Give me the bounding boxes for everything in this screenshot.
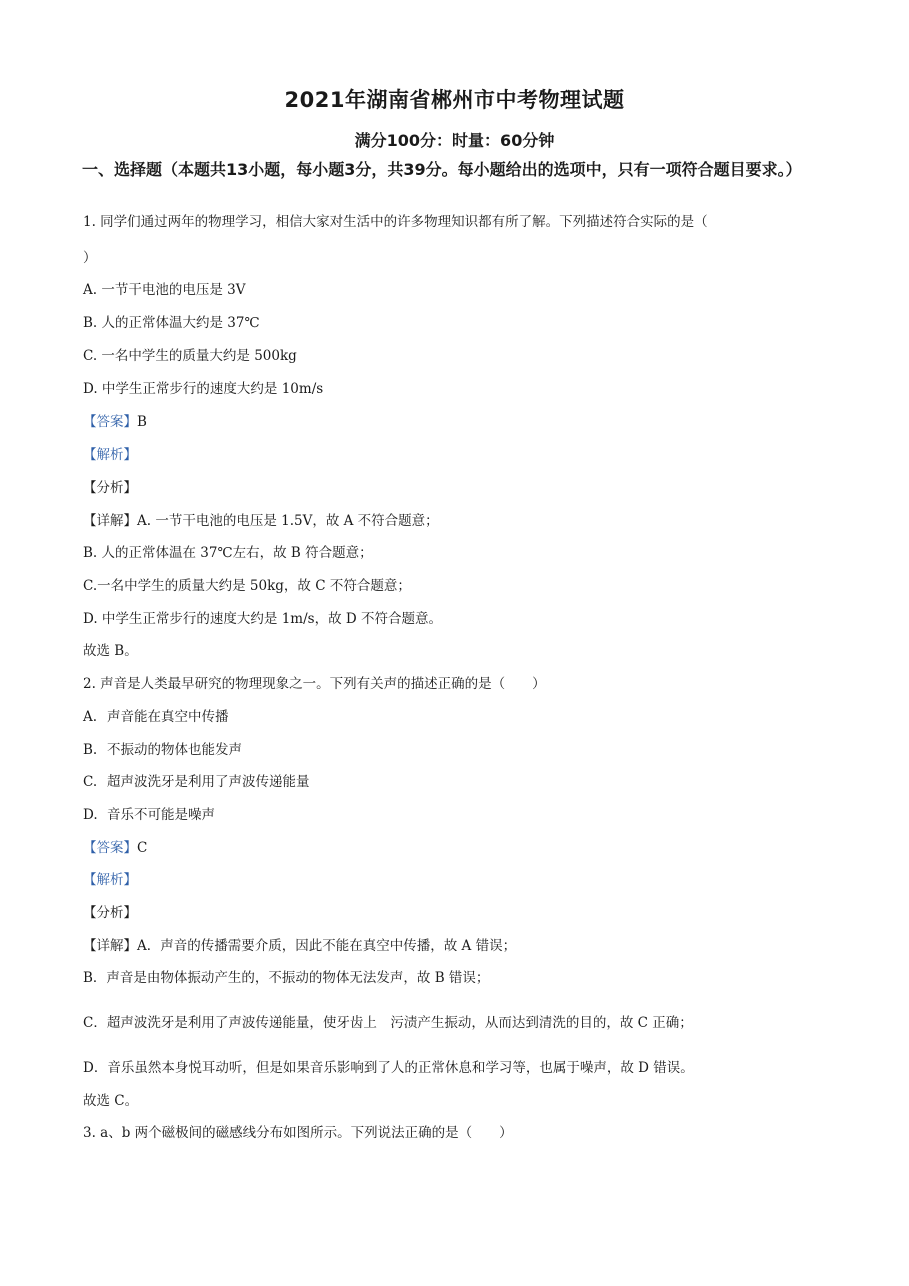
q1-option-a: A. 一节干电池的电压是 3V: [83, 282, 246, 298]
q2-fenxi: 【分析】: [83, 905, 137, 921]
q2-detail-c: C．超声波洗牙是利用了声波传递能量，使牙齿上 污渍产生振动，从而达到清洗的目的，故 C 正确；: [83, 1015, 693, 1031]
q2-stem: 2. 声音是人类最早研究的物理现象之一。下列有关声的描述正确的是（ ）: [83, 676, 546, 692]
q1-conclusion: 故选 B。: [83, 643, 138, 659]
q2-detail-a: 【详解】A．声音的传播需要介质，因此不能在真空中传播，故 A 错误；: [83, 938, 517, 954]
q2-option-a: A. 声音能在真空中传播: [83, 709, 229, 725]
q1-option-d: D. 中学生正常步行的速度大约是 10m/s: [83, 381, 324, 397]
q1-answer: [83, 412, 147, 432]
q1-stem-line1: 1. 同学们通过两年的物理学习，相信大家对生活中的许多物理知识都有所了解。下列描述符合实际的是（: [83, 214, 708, 230]
q2-detail-b: B．声音是由物体振动产生的，不振动的物体无法发声，故 B 错误；: [83, 970, 490, 986]
q1-option-c: C. 一名中学生的质量大约是 500kg: [83, 348, 297, 364]
page-title: 2021年湖南省郴州市中考物理试题: [284, 88, 625, 112]
exam-info: 满分100分：时量：60分钟: [354, 131, 555, 150]
answer-value: C: [137, 840, 148, 856]
q2-detail-d: D．音乐虽然本身悦耳动听，但是如果音乐影响到了人的正常休息和学习等，也属于噪声，故 D 错误。: [83, 1060, 694, 1076]
q2-answer: [83, 838, 147, 858]
answer-tag: 【答案】: [83, 840, 137, 856]
q2-option-d: D. 音乐不可能是噪声: [83, 807, 215, 823]
q2-option-b: B. 不振动的物体也能发声: [83, 742, 242, 758]
q1-detail-c: C.一名中学生的质量大约是 50kg，故 C 不符合题意；: [83, 578, 411, 594]
q3-stem: 3. a、b 两个磁极间的磁感线分布如图所示。下列说法正确的是（ ）: [83, 1125, 513, 1141]
q1-stem-line2: ）: [83, 250, 97, 266]
section-heading: 一、选择题（本题共13小题，每小题3分，共39分。每小题给出的选项中，只有一项符合题目要求。）: [82, 160, 802, 179]
q1-fenxi: 【分析】: [83, 480, 137, 496]
q2-conclusion: 故选 C。: [83, 1093, 139, 1109]
q2-option-c: C. 超声波洗牙是利用了声波传递能量: [83, 774, 310, 790]
answer-tag: 【答案】: [83, 414, 137, 430]
q1-analysis-tag: 【解析】: [83, 447, 137, 463]
q1-detail-d: D. 中学生正常步行的速度大约是 1m/s，故 D 不符合题意。: [83, 611, 442, 627]
q1-detail-a: 【详解】A. 一节干电池的电压是 1.5V，故 A 不符合题意；: [83, 513, 439, 529]
answer-value: B: [137, 414, 147, 430]
q2-analysis-tag: 【解析】: [83, 872, 137, 888]
q1-detail-b: B. 人的正常体温在 37℃左右，故 B 符合题意；: [83, 545, 373, 561]
q1-option-b: B. 人的正常体温大约是 37℃: [83, 315, 260, 331]
